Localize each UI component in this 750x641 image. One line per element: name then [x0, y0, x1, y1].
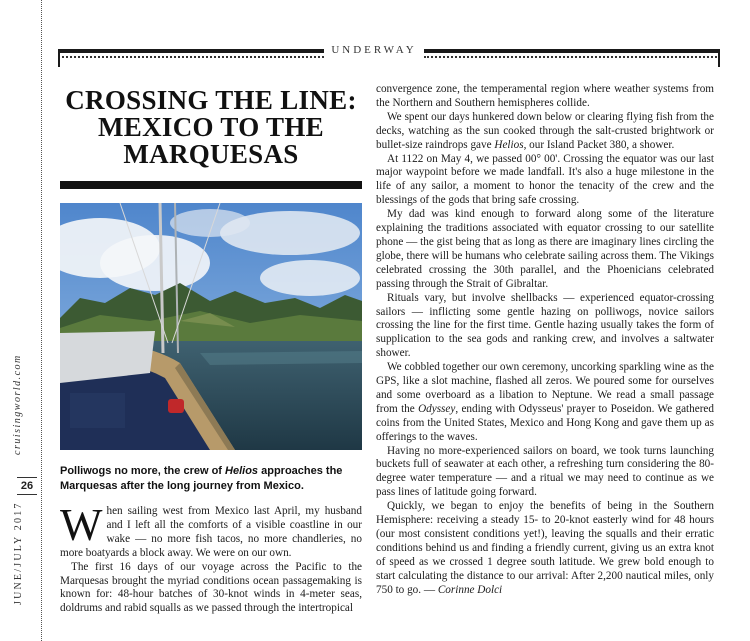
body-paragraph: Rituals vary, but involve shellbacks — experienced equator-crossing sailors — inflicting some gentle hazing on polliwogs, novice sailors crossing the line for the first time. Gentle hazing usually takes the form of supplication to the sea gods and ranking crew, and involves a saltwater shower. [376, 291, 714, 360]
section-label: UNDERWAY [324, 44, 424, 56]
margin-dotted-rule [41, 0, 42, 641]
sailboat-bay-illustration [60, 203, 362, 450]
boat-name: Helios [494, 138, 524, 151]
photo-caption [60, 464, 362, 493]
section-header-tick-right [718, 53, 720, 67]
body-column-right [376, 83, 714, 598]
drop-cap: W [60, 500, 103, 550]
headline-rule [60, 181, 362, 189]
body-paragraph: We cobbled together our own ceremony, uncorking sparkling wine as the GPS, like a slot machine, flashed all zeros. We poured some for ourselves and some overboard as a libation to Neptune. We read a small passage from the Odyssey, ending with Odysseus' prayer to Poseidon. We gathered coins from the United States, Mexico and Hong Kong and gave them up as offerings to the waves. [376, 361, 714, 443]
book-title: Odyssey [418, 402, 456, 415]
body-paragraph: At 1122 on May 4, we passed 00° 00'. Crossing the equator was our last major waypoint before we made landfall. It's also a huge milestone in the life of any sailor, a moment to honor the tenacity of the crew and the blessings of the gods that bring safe crossing. [376, 152, 714, 207]
caption-boat-name: Helios [225, 465, 259, 477]
body-paragraph: The first 16 days of our voyage across the Pacific to the Marquesas brought the myriad conditions ocean passagemaking is known for: 48-hour batches of 30-knot winds in 4-meter seas, doldrums and rabid squalls as we passed through the intertropical [60, 560, 362, 615]
section-header-dots-left [58, 56, 324, 58]
body-paragraph: Having no more-experienced sailors on board, we took turns launching buckets full of seawater at each other, a refreshing turn considering the 80-degree water temperature — and a ritual we may need to continue as we pass lines of latitude going forward. [376, 444, 714, 499]
margin-website: cruisingworld.com [12, 354, 23, 455]
caption-lead: Polliwogs no more, the crew of [60, 465, 226, 477]
page-number: 26 [17, 477, 37, 495]
body-paragraph: convergence zone, the temperamental region where weather systems from the Northern and Southern hemispheres collide. [376, 83, 714, 109]
margin-issue-date: JUNE/JULY 2017 [13, 501, 24, 605]
section-header-dots-right [424, 56, 720, 58]
body-paragraph: My dad was kind enough to forward along some of the literature explaining the traditions associated with equator crossing to our satellite phone — the gist being that as long as there are imaginary lines circling the globe, there will be humans who celebrate sailing across them. The Vikings celebrated crossing the 30th parallel, and the Phoenicians celebrated passing through the Strait of Gibraltar. [376, 208, 715, 290]
body-column-left [60, 500, 362, 616]
section-header-tick-left [58, 53, 60, 67]
body-paragraph: When sailing west from Mexico last April, my husband and I left all the comforts of a visible coastline in our wake — no more fish tacos, no more chandleries, no more boatyards a block away. We were on our own. [60, 500, 362, 559]
caption-rest: approaches the Marquesas after the long journey from Mexico. [60, 465, 343, 492]
body-paragraph: We spent our days hunkered down below or clearing flying fish from the decks, watching as the sun cooked through the salt-crusted brightwork or bullet-size raindrops gave Helios, our Island Packet 380, a shower. [376, 110, 714, 151]
article-headline: CROSSING THE LINE: MEXICO TO THE MARQUESAS [65, 85, 357, 169]
article-photo [60, 203, 362, 450]
body-paragraph: Quickly, we began to enjoy the benefits of being in the Southern Hemisphere: receiving a steady 15- to 20-knot easterly wind for 48 hours (our most consistent conditions yet!), leaving the squalls and their erratic conditions behind us and finding a friendly current, giving us an extra knot of speed as we crossed 1 degree south latitude. We grew bold enough to start calculating the distance to our arrival: After 2,200 nautical miles, only 750 to go. — Corinne Dolci [376, 500, 714, 596]
author-byline: Corinne Dolci [437, 583, 503, 596]
